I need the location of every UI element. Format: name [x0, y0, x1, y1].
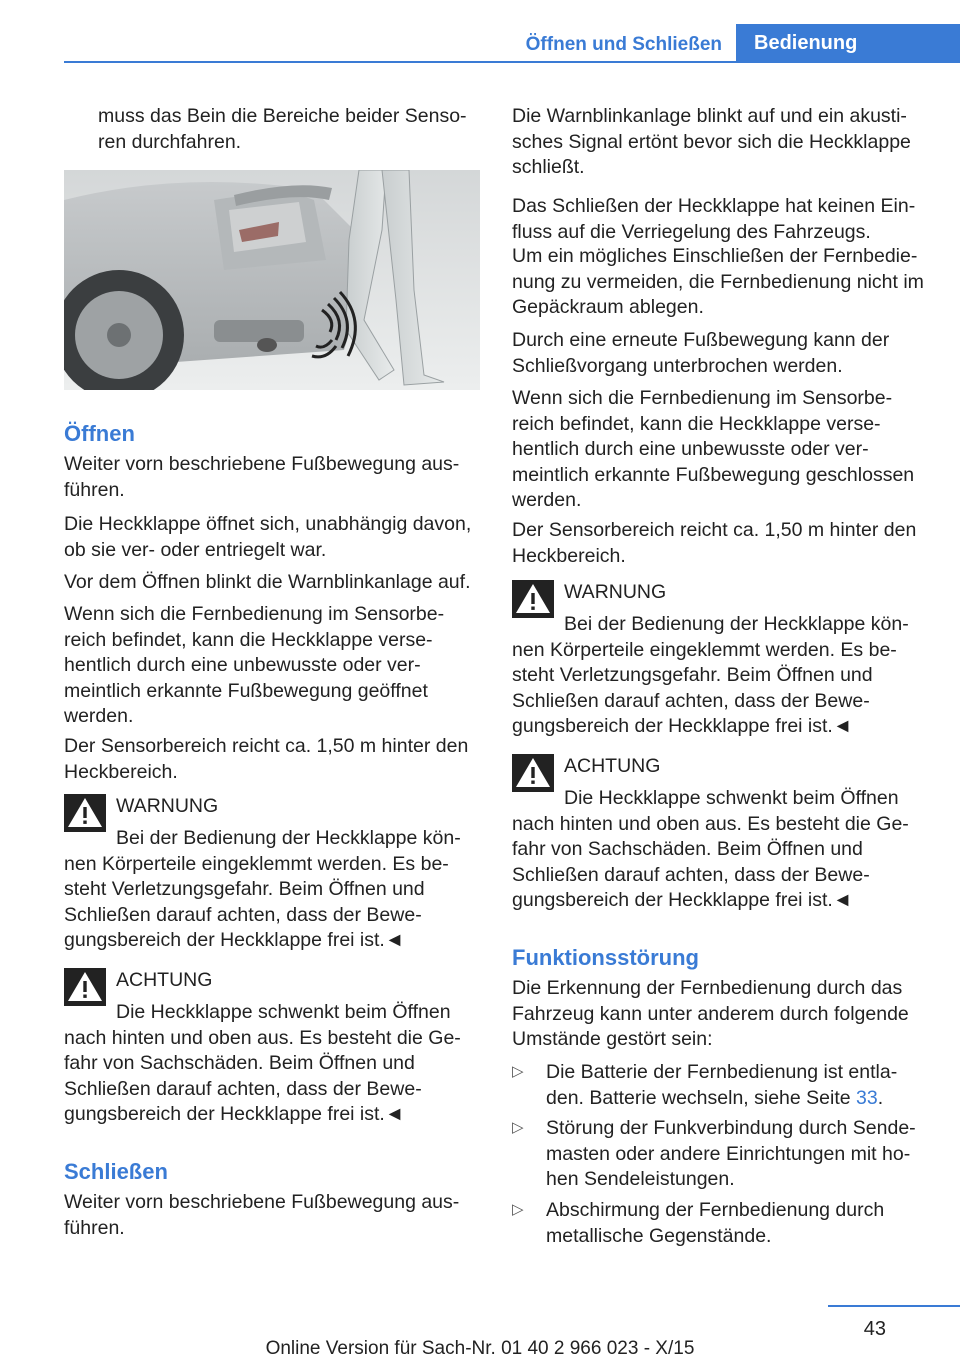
tailgate-foot-sensor-illustration: [64, 170, 480, 390]
intro-text: muss das Bein die Bereiche beider Senso‐ ren durchfahren.: [98, 105, 467, 153]
list-item-text: Abschirmung der Fernbedienung durch metallische Gegenstände.: [546, 1199, 885, 1247]
warning-body: Bei der Bedienung der Heckklappe kön‐ nen Körperteile eingeklemmt werden. Es be‐ steht Verletzungsgefahr. Beim Öffnen und Schließen darauf achten, dass der Bewe‐ gungsbereich der Heckklappe frei ist.◄: [512, 613, 909, 737]
running-header-section: Öffnen und Schließen: [525, 34, 722, 55]
page-reference-link[interactable]: 33: [856, 1086, 878, 1109]
open-paragraph-2: Die Heckklappe öffnet sich, unabhängig davon, ob sie ver‐ oder entriegelt war.: [64, 513, 472, 561]
list-item-text-part: Die Batterie der Fernbedienung ist entla‐ den. Batterie wechseln, siehe Seite: [546, 1061, 898, 1109]
warning-block-2: [512, 580, 928, 740]
list-item-text-end: .: [877, 1086, 884, 1109]
open-paragraph-1: Weiter vorn beschriebene Fußbewegung aus‐ führen.: [64, 453, 460, 501]
heading-open: Öffnen: [64, 421, 135, 446]
open-paragraph-5: Der Sensorbereich reicht ca. 1,50 m hinter den Heckbereich.: [64, 735, 469, 783]
close-paragraph-2: Die Warnblinkanlage blinkt auf und ein akusti‐ sches Signal ertönt bevor sich die Heckklappe schließt.: [512, 105, 911, 178]
caution-body: Die Heckklappe schwenkt beim Öffnen nach hinten und oben aus. Es besteht die Ge‐ fahr von Sachschäden. Beim Öffnen und Schließen darauf achten, dass der Bewe‐ gungsbereich der Heckklappe frei ist.◄: [64, 1001, 461, 1125]
warning-block: [64, 794, 480, 954]
close-paragraph-7: Der Sensorbereich reicht ca. 1,50 m hinter den Heckbereich.: [512, 519, 917, 567]
open-paragraph-4: Wenn sich die Fernbedienung im Sensorbe‐ reich befindet, kann die Heckklappe verse‐ hentlich durch eine unbewusste oder ver‐ meintlich erkannte Fußbewegung geöffnet werden.: [64, 603, 445, 727]
list-item-text: Störung der Funkverbindung durch Sende‐ masten oder andere Einrichtungen mit ho‐ hen Sendeleistungen.: [546, 1117, 916, 1190]
warning-title: WARNUNG: [564, 581, 667, 603]
close-paragraph-5: Durch eine erneute Fußbewegung kann der Schließvorgang unterbrochen werden.: [512, 329, 890, 377]
caution-title: ACHTUNG: [116, 969, 213, 991]
header-rule: [64, 61, 960, 63]
list-item: [512, 1198, 928, 1258]
caution-title: ACHTUNG: [564, 755, 661, 777]
warning-body: Bei der Bedienung der Heckklappe kön‐ nen Körperteile eingeklemmt werden. Es be‐ steht Verletzungsgefahr. Beim Öffnen und Schließen darauf achten, dass der Bewe‐ gungsbereich der Heckklappe frei ist.◄: [64, 827, 461, 951]
list-item: [512, 1060, 928, 1120]
open-paragraph-3: Vor dem Öffnen blinkt die Warnblinkanlage auf.: [64, 571, 471, 593]
close-paragraph-6: Wenn sich die Fernbedienung im Sensorbe‐ reich befindet, kann die Heckklappe verse‐ hentlich durch eine unbewusste oder ver‐ meintlich erkannte Fußbewegung geschlossen werden.: [512, 387, 915, 511]
footer-version: Online Version für Sach-Nr. 01 40 2 966 023 - X/15: [265, 1338, 695, 1359]
running-header-chapter: Bedienung: [736, 24, 960, 62]
caution-block-2: [512, 754, 928, 914]
page-number: 43: [863, 1318, 886, 1340]
caution-body: Die Heckklappe schwenkt beim Öffnen nach hinten und oben aus. Es besteht die Ge‐ fahr von Sachschäden. Beim Öffnen und Schließen darauf achten, dass der Bewe‐ gungsbereich der Heckklappe frei ist.◄: [512, 787, 909, 911]
malfunction-intro: Die Erkennung der Fernbedienung durch das Fahrzeug kann unter anderem durch folgende Umstände gestört sein:: [512, 977, 909, 1050]
close-paragraph-1: Weiter vorn beschriebene Fußbewegung aus‐ führen.: [64, 1191, 460, 1239]
warning-title: WARNUNG: [116, 795, 219, 817]
close-paragraph-3: Das Schließen der Heckklappe hat keinen Ein‐ fluss auf die Verriegelung des Fahrzeugs.: [512, 195, 916, 243]
bullet-arrow-icon: ▷: [512, 1119, 524, 1136]
caution-block: [64, 968, 480, 1128]
bullet-arrow-icon: ▷: [512, 1201, 524, 1218]
list-item: [512, 1116, 928, 1196]
list-item-text: [546, 1060, 928, 1111]
close-paragraph-4: Um ein mögliches Einschließen der Fernbedie‐ nung zu vermeiden, die Fernbedienung nicht im Gepäckraum ablegen.: [512, 245, 924, 318]
heading-malfunction: Funktionsstörung: [512, 945, 699, 970]
bullet-arrow-icon: ▷: [512, 1063, 524, 1080]
footer-rule: [828, 1305, 960, 1307]
heading-close: Schließen: [64, 1159, 168, 1184]
